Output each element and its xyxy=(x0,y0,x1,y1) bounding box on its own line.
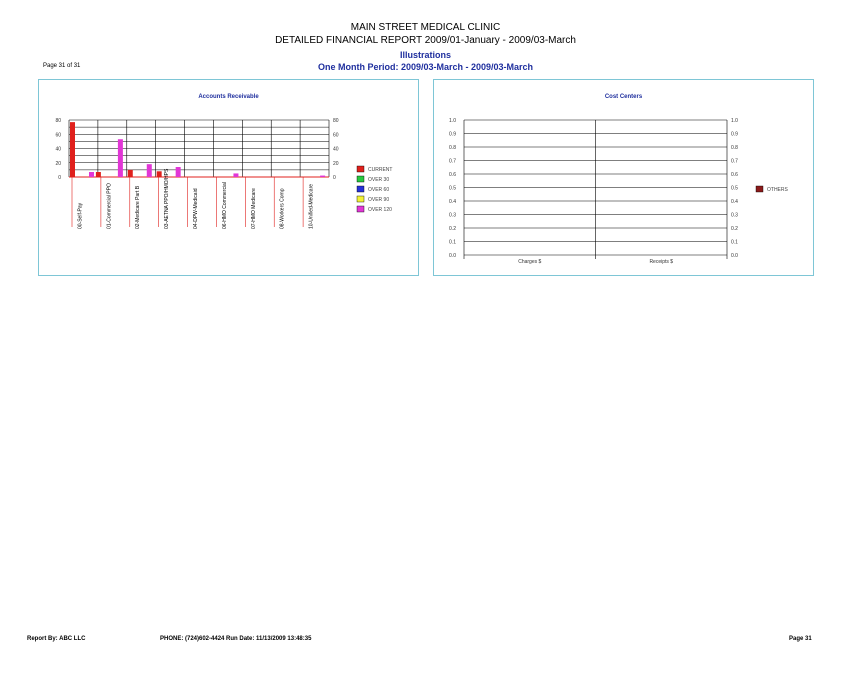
bar-current xyxy=(157,171,162,177)
y2-tick-label: 80 xyxy=(333,118,339,124)
y-tick-label: 0.1 xyxy=(449,239,456,246)
category-label: 01-Commercial PPO xyxy=(106,183,113,229)
section-title: Illustrations xyxy=(399,50,451,60)
cost-centers-chart xyxy=(434,80,813,275)
clinic-name: MAIN STREET MEDICAL CLINIC xyxy=(350,22,501,33)
y2-tick-label: 0.9 xyxy=(731,131,738,138)
bar-over-120 xyxy=(118,139,123,177)
accounts-receivable-panel xyxy=(38,79,419,276)
report-by-label: Report By: ABC LLC xyxy=(27,636,86,642)
category-label: 04-DPW-Medicaid xyxy=(193,188,199,229)
legend-swatch xyxy=(357,186,364,192)
bar-current xyxy=(96,172,101,177)
category-label: 06-HMO Commercial xyxy=(221,182,228,229)
cost-centers-panel xyxy=(433,79,814,276)
bar-over-120 xyxy=(147,164,152,177)
legend-label: OTHERS xyxy=(767,187,788,193)
legend-label: OVER 60 xyxy=(368,187,390,193)
y-tick-label: 0.2 xyxy=(449,226,456,232)
y2-tick-label: 20 xyxy=(333,160,339,167)
bar-current xyxy=(128,170,133,177)
phone-run-date: PHONE: (724)602-4424 Run Date: 11/13/2009 13:48:35 xyxy=(160,636,312,642)
category-label: 02-Medicare Part B xyxy=(135,185,142,229)
accounts-receivable-chart xyxy=(39,80,418,275)
y2-tick-label: 0.7 xyxy=(731,158,738,165)
y2-tick-label: 0 xyxy=(333,175,336,181)
bar-current xyxy=(70,122,75,177)
period-label: One Month Period: 2009/03-March - 2009/03-March xyxy=(317,62,534,72)
legend-swatch xyxy=(357,196,364,202)
y-tick-label: 60 xyxy=(55,132,61,139)
y2-tick-label: 60 xyxy=(333,132,339,139)
y-tick-label: 0.5 xyxy=(449,185,456,192)
category-label: 08-Workers Comp xyxy=(279,188,286,229)
y-tick-label: 0.8 xyxy=(449,145,456,151)
y2-tick-label: 0.3 xyxy=(731,212,738,219)
y2-tick-label: 0.1 xyxy=(731,239,738,246)
category-label: 03-AETNA PPO/HMO/HPS xyxy=(164,168,171,229)
y-tick-label: 0.0 xyxy=(449,253,456,259)
report-title: DETAILED FINANCIAL REPORT 2009/01-January - 2009/03-March xyxy=(275,35,576,46)
y-tick-label: 80 xyxy=(55,118,61,124)
y-tick-label: 0 xyxy=(58,175,61,181)
y-tick-label: 0.4 xyxy=(449,199,456,205)
page-of-label: Page 31 of 31 xyxy=(43,63,81,69)
y2-tick-label: 0.2 xyxy=(731,226,738,232)
y2-tick-label: 0.0 xyxy=(731,253,738,259)
y-tick-label: 0.7 xyxy=(449,158,456,165)
legend-label: OVER 90 xyxy=(368,197,390,203)
chart-title: Cost Centers xyxy=(604,94,643,100)
bar-over-120 xyxy=(320,176,325,177)
y2-tick-label: 0.5 xyxy=(731,185,738,192)
category-label: Charges $ xyxy=(518,259,542,265)
y-tick-label: 0.9 xyxy=(449,131,456,138)
y2-tick-label: 40 xyxy=(333,146,339,153)
y2-tick-label: 0.4 xyxy=(731,199,738,205)
y2-tick-label: 0.8 xyxy=(731,145,738,151)
bar-over-120 xyxy=(89,172,94,177)
bar-over-120 xyxy=(233,173,238,177)
legend-label: CURRENT xyxy=(368,167,393,173)
category-label: 07-HMO Medicare xyxy=(250,188,257,229)
legend-swatch xyxy=(756,186,763,192)
y-tick-label: 0.6 xyxy=(449,172,456,178)
y-tick-label: 20 xyxy=(55,160,61,167)
category-label: Receipts $ xyxy=(649,259,674,265)
y-tick-label: 1.0 xyxy=(449,118,456,124)
y-tick-label: 40 xyxy=(55,146,61,153)
legend-swatch xyxy=(357,206,364,212)
y-tick-label: 0.3 xyxy=(449,212,456,219)
page-number: Page 31 xyxy=(789,636,812,642)
y2-tick-label: 0.6 xyxy=(731,172,738,178)
legend-swatch xyxy=(357,166,364,172)
legend-label: OVER 30 xyxy=(368,177,390,183)
legend-label: OVER 120 xyxy=(368,207,392,213)
category-label: 10-Unified-Medicare xyxy=(308,183,315,229)
chart-title: Accounts Receivable xyxy=(198,94,259,100)
bar-over-120 xyxy=(176,167,181,177)
category-label: 00-Self-Pay xyxy=(77,202,84,229)
legend-swatch xyxy=(357,176,364,182)
y2-tick-label: 1.0 xyxy=(731,118,738,124)
